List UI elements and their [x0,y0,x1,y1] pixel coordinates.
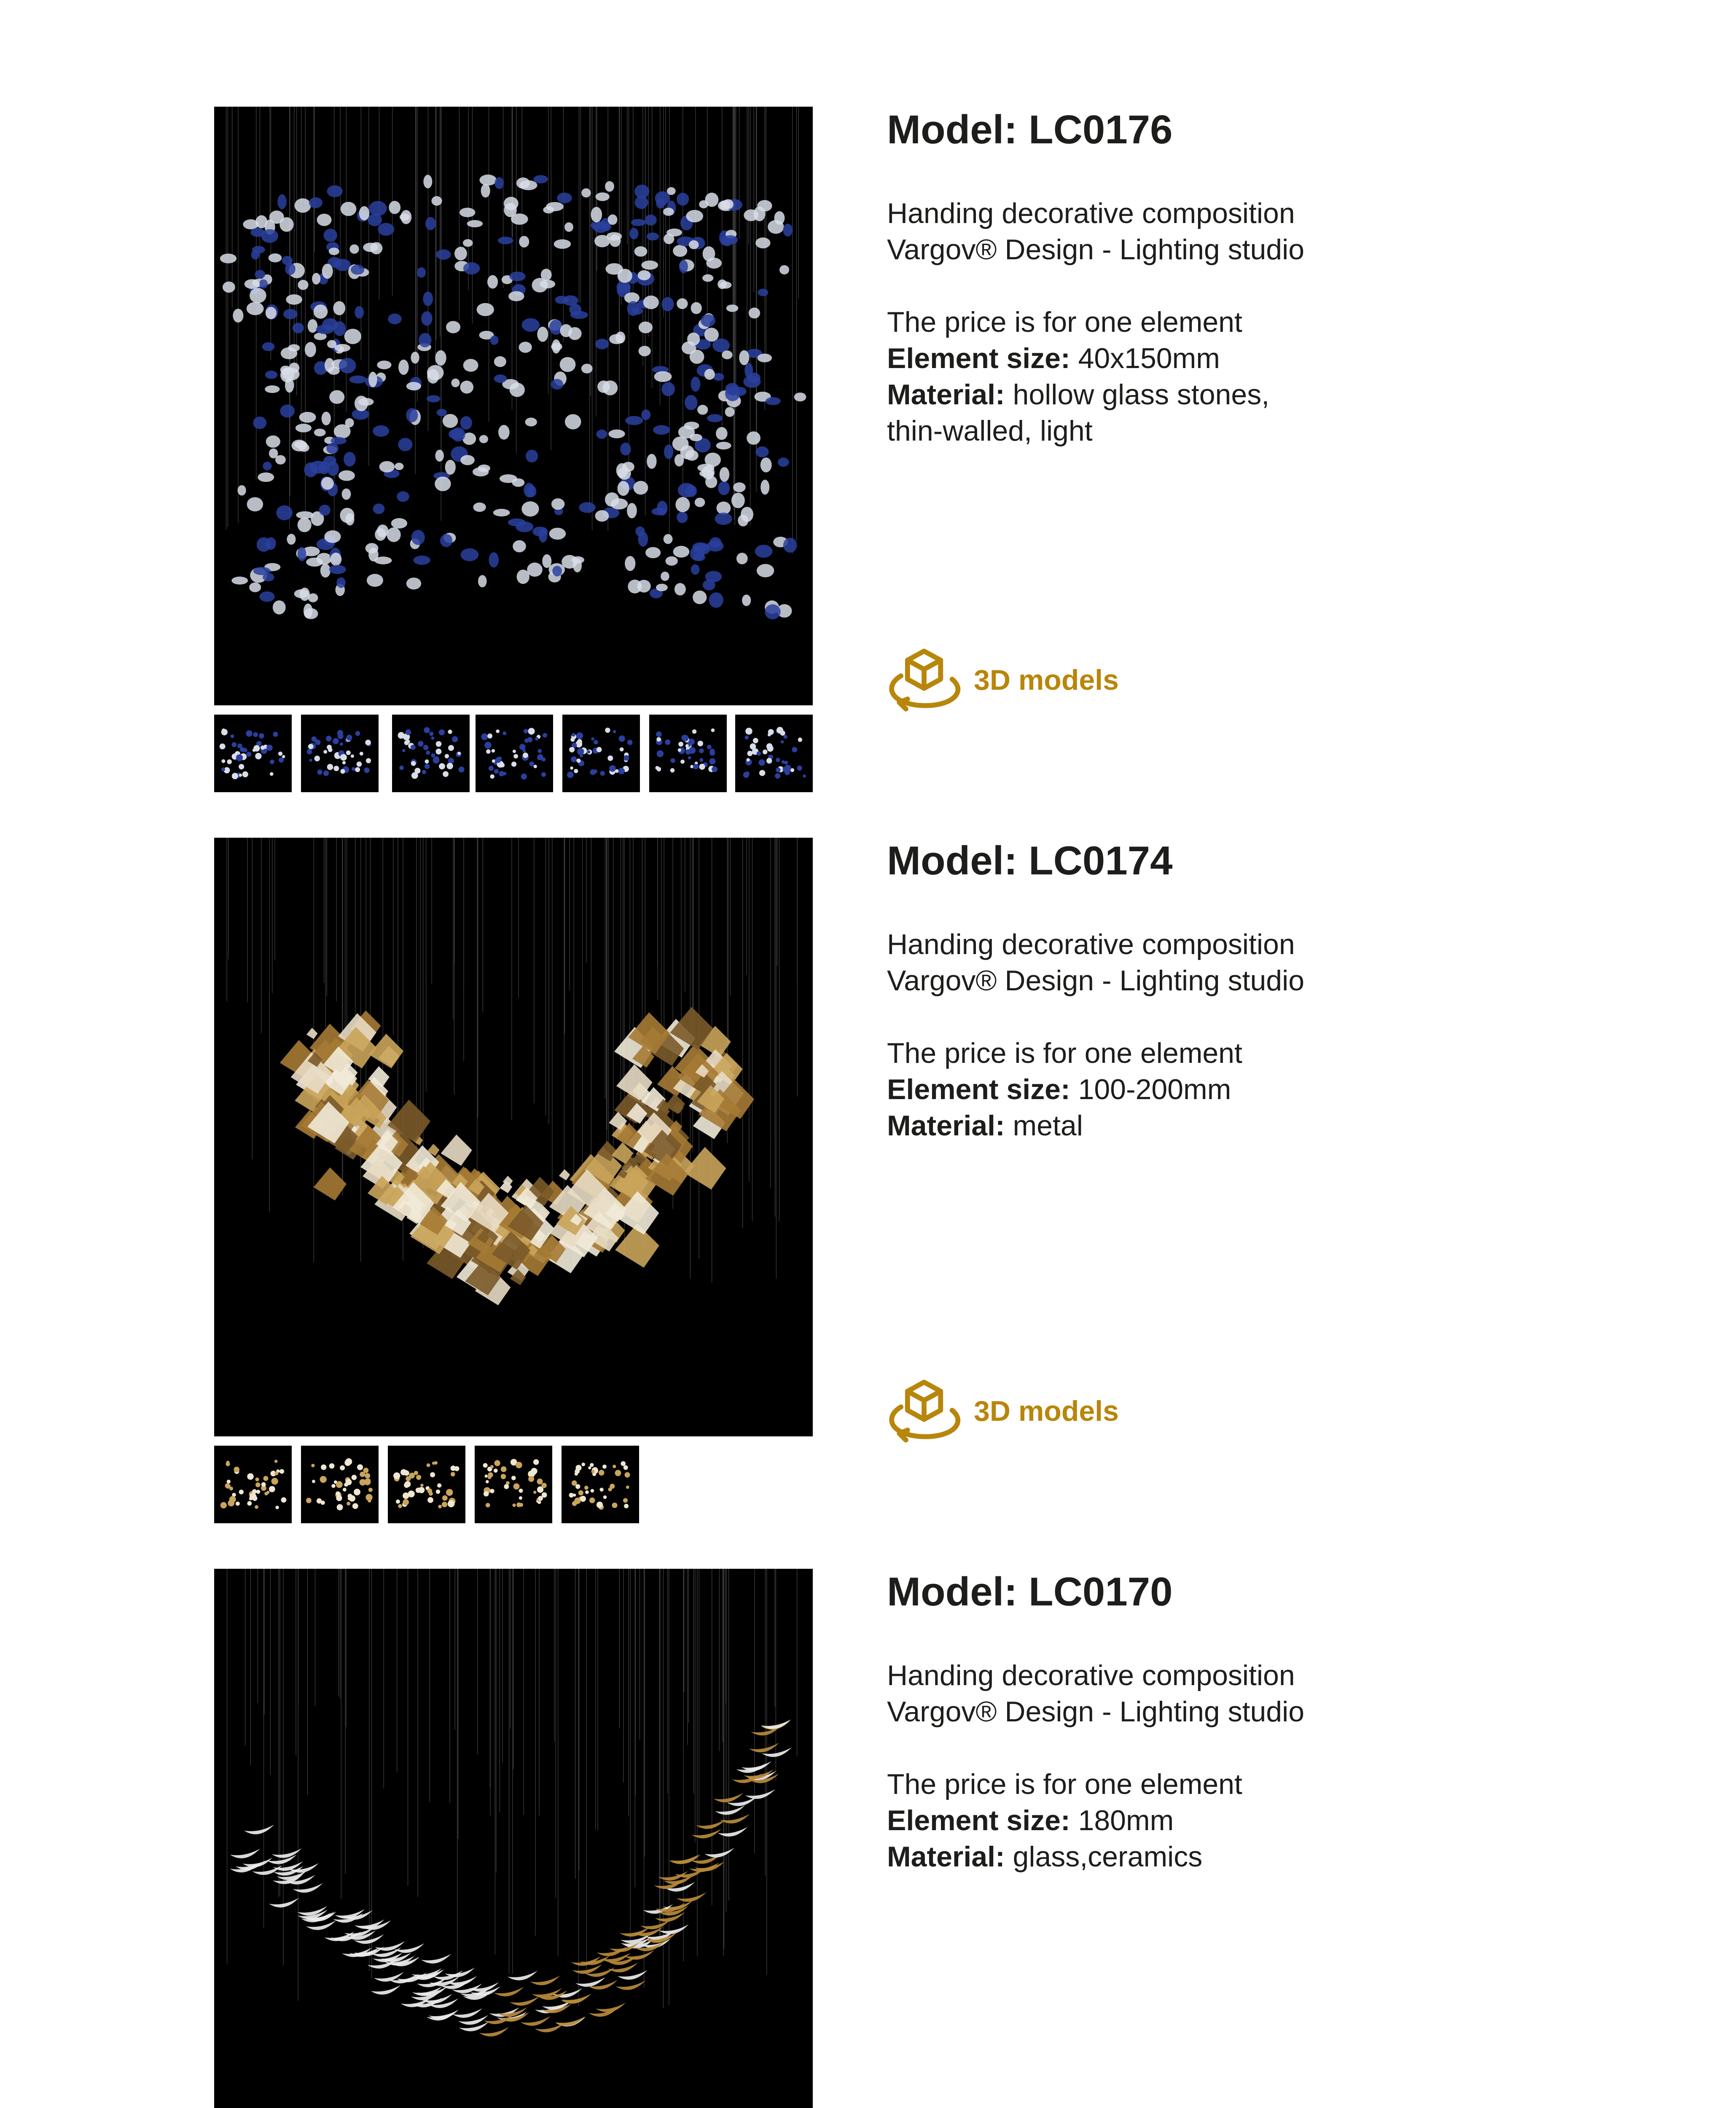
material-value: metal [1005,1110,1083,1142]
3d-models-link[interactable] [883,1375,1119,1447]
3d-cube-rotate-icon [883,644,965,716]
3d-models-label: 3D models [974,664,1119,696]
element-size [887,340,1304,376]
product-lc0176 [0,107,1736,840]
material-label: Material: [887,379,1005,411]
element-size-label: Element size: [887,342,1070,374]
material [887,1839,1304,1875]
element-size-label: Element size: [887,1073,1070,1105]
product-image[interactable] [214,107,813,705]
3d-models-link[interactable] [883,644,1119,716]
material-label: Material: [887,1841,1005,1873]
material [887,376,1304,413]
product-lc0174 [0,838,1736,1571]
price-note: The price is for one element [887,306,1242,338]
thumbnail[interactable] [475,1446,552,1523]
3d-models-label: 3D models [974,1395,1119,1427]
studio-line: Vargov® Design - Lighting studio [887,234,1305,266]
product-lc0170 [0,1569,1736,2108]
thumbnail[interactable] [562,715,640,792]
thumbnail[interactable] [301,1446,379,1523]
product-photo [214,1569,813,2108]
3d-models-link[interactable] [883,2106,1119,2108]
product-photo [214,107,813,705]
description-line: Handing decorative composition [887,197,1295,229]
product-photo [214,838,813,1436]
thumbnail[interactable] [562,1446,639,1523]
material-value: hollow glass stones, [1005,379,1270,411]
model-title: Model: LC0176 [887,107,1173,152]
3d-cube-rotate-icon [883,2106,965,2108]
material-value: glass,ceramics [1005,1841,1203,1873]
product-image[interactable] [214,1569,813,2108]
thumbnail[interactable] [301,715,379,792]
description-line: Handing decorative composition [887,1659,1295,1691]
3d-cube-rotate-icon [883,1375,965,1447]
element-size-label: Element size: [887,1804,1070,1836]
thumbnail[interactable] [388,1446,465,1523]
price-note: The price is for one element [887,1768,1242,1800]
element-size-value: 100-200mm [1070,1073,1231,1105]
model-title: Model: LC0174 [887,838,1173,883]
material-value-cont: thin-walled, light [887,415,1093,447]
thumbnail[interactable] [735,715,813,792]
model-title: Model: LC0170 [887,1569,1173,1614]
studio-line: Vargov® Design - Lighting studio [887,965,1305,997]
thumbnail[interactable] [392,715,470,792]
product-description [887,1657,1304,1875]
price-note: The price is for one element [887,1037,1242,1069]
thumbnail[interactable] [214,1446,292,1523]
element-size [887,1802,1304,1839]
material-label: Material: [887,1110,1005,1142]
product-image[interactable] [214,838,813,1436]
thumbnail[interactable] [214,715,292,792]
product-description [887,926,1304,1144]
material [887,1108,1304,1144]
element-size-value: 180mm [1070,1804,1174,1836]
thumbnail[interactable] [649,715,727,792]
element-size [887,1071,1304,1108]
product-description [887,195,1304,449]
element-size-value: 40x150mm [1070,342,1220,374]
description-line: Handing decorative composition [887,928,1295,960]
studio-line: Vargov® Design - Lighting studio [887,1696,1305,1728]
thumbnail[interactable] [476,715,553,792]
